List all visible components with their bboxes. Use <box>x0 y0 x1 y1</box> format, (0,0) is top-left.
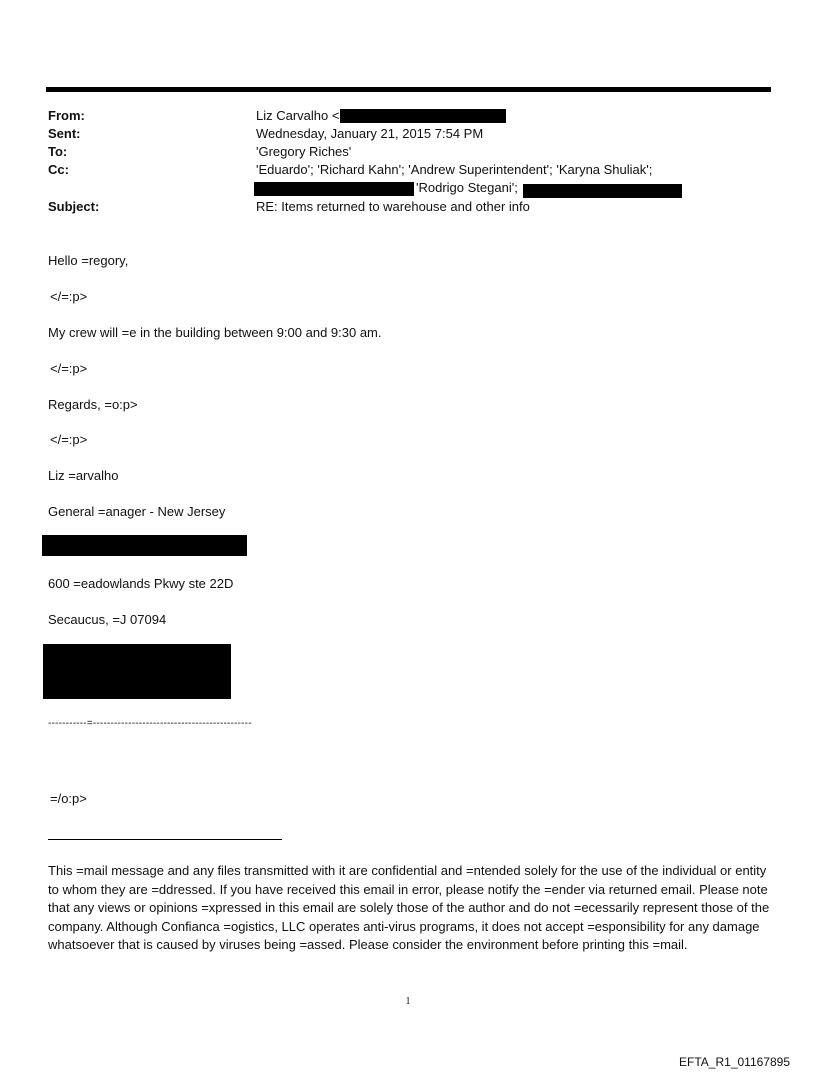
redaction-box <box>43 644 231 699</box>
cc-value-line1: 'Eduardo'; 'Richard Kahn'; 'Andrew Superintendent'; 'Karyna Shuliak'; <box>256 162 653 177</box>
sent-label: Sent: <box>48 126 81 141</box>
regards-line: Regards, =o:p> <box>48 397 138 412</box>
dashed-separator: -----------=--------------------------------------------- <box>48 718 252 729</box>
redaction-box <box>523 184 682 198</box>
signature-name: Liz =arvalho <box>48 468 119 483</box>
to-label: To: <box>48 144 68 159</box>
disclaimer-rule <box>48 839 282 840</box>
markup-artifact: </=:p> <box>50 361 88 376</box>
signature-address-line1: 600 =eadowlands Pkwy ste 22D <box>48 576 234 591</box>
markup-artifact: </=:p> <box>50 432 88 447</box>
from-label: From: <box>48 108 85 123</box>
confidentiality-disclaimer: This =mail message and any files transmitted with it are confidential and =ntended solely for the use of the individual or entity to whom they are =ddressed. If you have received this email in error, please notify the =ender via returned email. Please note that any views or opinions =xpressed in this email are solely those of the author and do not =ecessarily represent those of the company. Although Confianca =ogistics, LLC operates anti-virus programs, it does not accept =esponsibility for any damage whatsoever that is caused by viruses being =assed. Please consider the environment before printing this =mail. <box>48 863 770 952</box>
page-number: 1 <box>405 996 411 1007</box>
document-id: EFTA_R1_01167895 <box>679 1055 790 1069</box>
subject-value: RE: Items returned to warehouse and other info <box>256 199 530 214</box>
sent-value: Wednesday, January 21, 2015 7:54 PM <box>256 126 484 141</box>
redaction-box <box>42 535 247 556</box>
crew-arrival-line: My crew will =e in the building between 9:00 and 9:30 am. <box>48 325 382 340</box>
top-rule <box>46 87 771 92</box>
redaction-box <box>340 109 506 123</box>
markup-artifact: =/o:p> <box>50 791 87 806</box>
signature-address-line2: Secaucus, =J 07094 <box>48 612 167 627</box>
markup-artifact: </=:p> <box>50 289 88 304</box>
from-value: Liz Carvalho < <box>256 108 340 123</box>
cc-value-line2: 'Rodrigo Stegani'; <box>416 180 518 195</box>
to-value: 'Gregory Riches' <box>256 144 352 159</box>
subject-label: Subject: <box>48 199 100 214</box>
signature-title: General =anager - New Jersey <box>48 504 226 519</box>
greeting: Hello =regory, <box>48 253 129 268</box>
cc-label: Cc: <box>48 162 69 177</box>
redaction-box <box>254 182 414 196</box>
